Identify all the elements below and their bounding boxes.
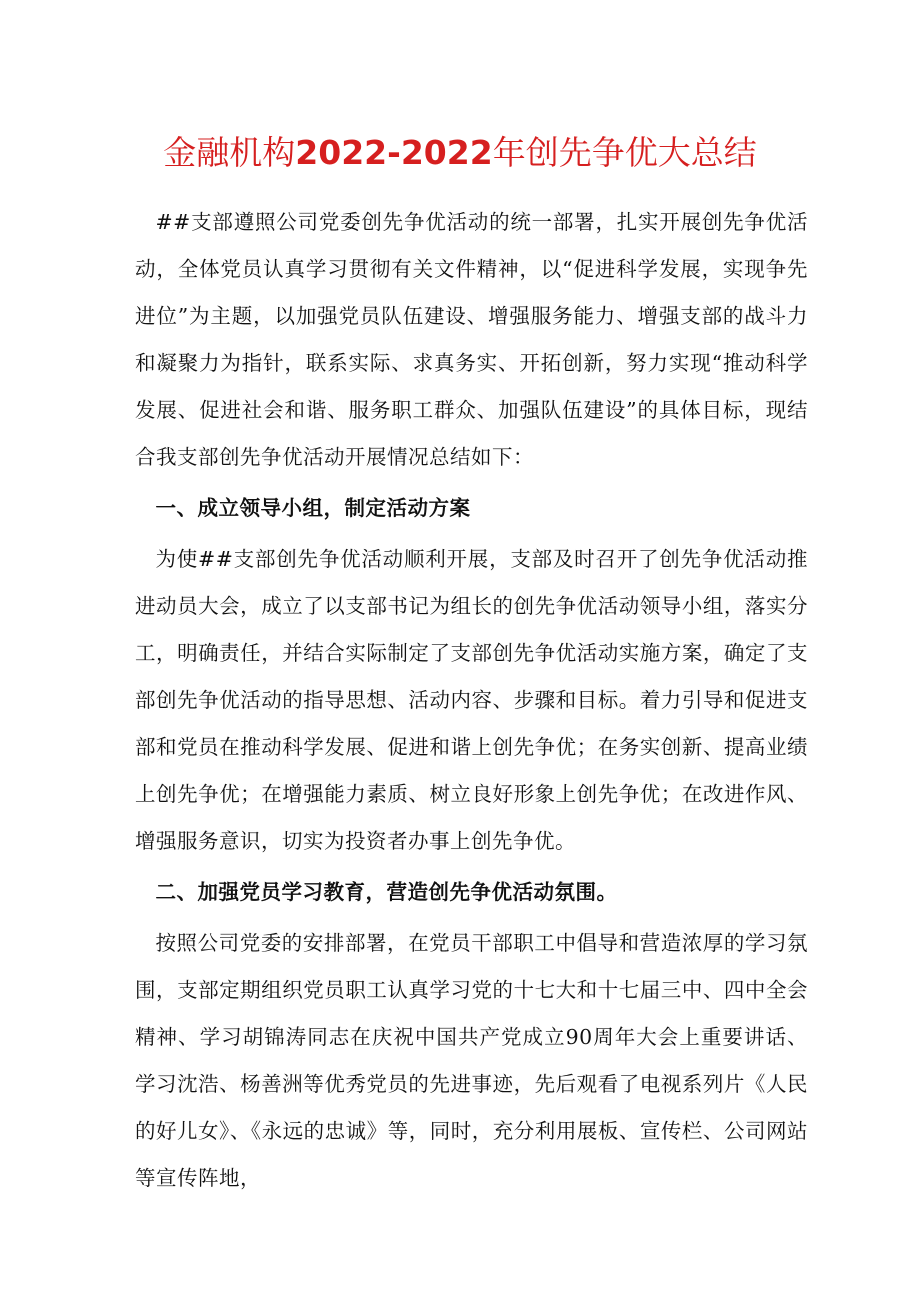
- section-heading-2: 二、加强党员学习教育，营造创先争优活动氛围。: [155, 880, 618, 904]
- paragraph-intro: ##支部遵照公司党委创先争优活动的统一部署，扎实开展创先争优活动，全体党员认真学习贯彻有关文件精神，以“促进科学发展，实现争先进位”为主题，以加强党员队伍建设、增强服务能力、增强支部的战斗力和凝聚力为指针，联系实际、求真务实、开拓创新，努力实现“推动科学发展、促进社会和谐、服务职工群众、加强队伍建设”的具体目标，现结合我支部创先争优活动开展情况总结如下：: [135, 210, 808, 469]
- document-title: [0, 128, 920, 178]
- title-suffix: 年创先争优大总结: [492, 133, 757, 172]
- paragraph-section-2: 按照公司党委的安排部署，在党员干部职工中倡导和营造浓厚的学习氛围，支部定期组织党员职工认真学习党的十七大和十七届三中、四中全会精神、学习胡锦涛同志在庆祝中国共产党成立90周年大会上重要讲话、学习沈浩、杨善洲等优秀党员的先进事迹，先后观看了电视系列片《人民的好儿女》、《永远的忠诚》等，同时，充分利用展板、宣传栏、公司网站等宣传阵地，: [135, 931, 808, 1190]
- document-body: [135, 199, 808, 1202]
- paragraph-section-1: 为使##支部创先争优活动顺利开展，支部及时召开了创先争优活动推进动员大会，成立了以支部书记为组长的创先争优活动领导小组，落实分工，明确责任，并结合实际制定了支部创先争优活动实施方案，确定了支部创先争优活动的指导思想、活动内容、步骤和目标。着力引导和促进支部和党员在推动科学发展、促进和谐上创先争优；在务实创新、提高业绩上创先争优；在增强能力素质、树立良好形象上创先争优；在改进作风、增强服务意识，切实为投资者办事上创先争优。: [135, 547, 808, 853]
- section-heading-1: 一、成立领导小组，制定活动方案: [155, 496, 471, 520]
- title-prefix: 金融机构: [163, 133, 296, 172]
- title-year: 2022-2022: [295, 133, 493, 172]
